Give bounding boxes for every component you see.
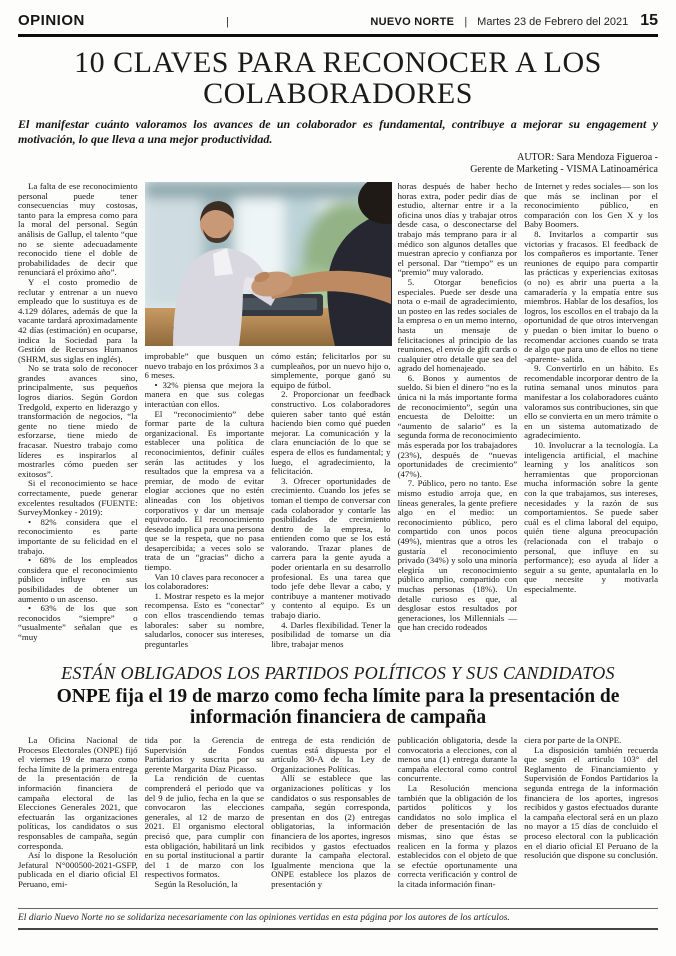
paragraph: 2. Proporcionar un feedback constructivo. Los colaboradores quieren saber tanto qué están haciendo bien como qué pueden mejorar. La comunicación y la clara enunciación de lo que se espera de ellos es fundamental; y luego, el agradecimiento, la felicitación.: [271, 389, 391, 477]
issue-date: Martes 23 de Febrero del 2021: [477, 16, 629, 28]
article1-body: [18, 182, 658, 656]
article1-author: [18, 152, 658, 176]
section-title: OPINION: [18, 12, 85, 29]
paragraph: La Oficina Nacional de Procesos Electorales (ONPE) fijó el viernes 19 de marzo como fecha límite de la primera entrega de la presentación de la información financiera de campaña electoral de las Elecciones Generales 2021, que efectuarán las organizaciones políticas, los candidatos o sus responsables de campaña, según corresponda.: [18, 736, 138, 851]
article1-title: 10 CLAVES PARA RECONOCER A LOS COLABORADORES: [74, 46, 602, 110]
article2-column-1: [18, 736, 138, 900]
paragraph: 3. Ofrecer oportunidades de crecimiento. Cuando los jefes se toman el tiempo de conversar con cada colaborador y contarle las posibilidades de crecimiento dentro de la empresa, lo entienden como que se los está valorando. Trazar planes de carrera para la gente ayuda a poder orientarla en su desarrollo profesional. Es una tarea que todo jefe debe llevar a cabo, y contribuye a mantener motivado y contento al equipo. Es un trabajo diario.: [271, 475, 391, 621]
article2-body: [18, 736, 658, 900]
paragraph: 7. Público, pero no tanto. Ese mismo estudio arroja que, en líneas generales, la gente prefiere algo en el medio: un reconocimiento público, pero compartido con unos pocos (49%), mientras que a otros les gustaría el reconocimiento privado (34%) y solo una minoría elegiría un reconocimiento público amplio, compartido con muchas personas (18%). Un detalle curioso es que, al desglosar estos resultados por generaciones, los Millennials —que han crecido rodeados: [397, 478, 518, 633]
paragraph: • 32% piensa que mejora la manera en que sus colegas interactúan con ellos.: [144, 379, 265, 409]
disclaimer-text: El diario Nuevo Norte no se solidariza necesariamente con las opiniones vertidas en esta página por los autores de los artículos.: [18, 913, 510, 923]
paragraph: 4. Darles flexibilidad. Tener la posibilidad de tomarse un día libre, trabajar menos: [271, 619, 391, 649]
paragraph: 8. Invitarlos a compartir sus victorias y fracasos. El feedback de los compañeros es importante. Tener reuniones de equipo para compartir las prácticas y experiencias exitosas (o no) es abrir una puerta a la camaradería y la empatía entre sus miembros. Hablar de los desafíos, los logros, los escollos en el trabajo da la oportunidad de que otros intervengan y puedan o bien imitar lo bueno o recomendar acciones cuando se trata de algo que para uno de ellos no tiene -aparente- salida.: [524, 228, 658, 364]
masthead-separator: |: [226, 16, 230, 28]
handshake-office-photo: [145, 182, 392, 346]
article1-lede: El manifestar cuánto valoramos los avances de un colaborador es fundamental, contribuye a mejorar su engagement y motivación, lo que lleva a una mejor productividad.: [18, 117, 658, 146]
paragraph: 5. Otorgar beneficios especiales. Puede ser desde una nota o e-mail de agradecimiento, un posteo en las redes sociales de la empresa o en un memo interno, hasta un mensaje de felicitaciones al principio de las reuniones, el envío de gift cards o cualquier otro detalle que sea del agrado del homenajeado.: [397, 276, 518, 374]
paragraph: ciera por parte de la ONPE.: [524, 736, 622, 745]
paragraph: Según la Resolución, la: [154, 878, 238, 889]
paragraph: La falta de ese reconocimiento personal puede tener consecuencias muy costosas, tanto para la empresa como para la moral del personal. Según análisis de Gallup, el talento “que no se siente adecuadamente reconocido tiene el doble de probabilidades de decir que renunciará el próximo año”.: [18, 182, 138, 278]
author-name-line: AUTOR: Sara Mendoza Figueroa -: [517, 152, 658, 163]
article-onpe: [18, 663, 658, 900]
paragraph: cómo están; felicitarlos por su cumpleaños, por un nuevo hijo o, simplemente, porque ganó su equipo de fútbol.: [271, 351, 391, 390]
paper-name: NUEVO NORTE: [370, 16, 455, 28]
paragraph: tida por la Gerencia de Supervisión de Fondos Partidarios y suscrita por su gerente Margarita Díaz Picasso.: [144, 736, 265, 774]
article1-column-5: [524, 182, 658, 656]
paragraph: Si el reconocimiento se hace correctamente, puede generar excelentes resultados (FUENTE: SurveyMonkey - 2019):: [18, 478, 138, 518]
article2-column-4: [398, 736, 518, 900]
paragraph: 1. Mostrar respeto es la mejor recompensa. Esto es “conectar” con ellos trascendiendo temas laborales: saber su nombre, saludarlos, conocer sus intereses, preguntarles: [144, 590, 265, 649]
paragraph: • 68% de los empleados considera que el reconocimiento público influye en sus posibilidades de obtener un aumento o un ascenso.: [18, 555, 138, 604]
article1-column-4: [398, 182, 518, 656]
paragraph: horas después de haber hecho horas extra, poder pedir días de estudio, alternar entre ir a la oficina unos días y trabajar otros desde casa, o desconectarse del trabajo más temprano para ir al médico son algunos detalles que muestran aprecio y confianza por el personal. Dar “tiempo” es un “premio” muy valorado.: [397, 182, 518, 278]
handshake-photo-illustration: [145, 182, 392, 346]
paragraph: 9. Convertirlo en un hábito. Es recomendable incorporar dentro de la rutina semanal unos minutos para manifestar a los colaboradores cuánto valoramos sus contribuciones, sin que ello se convierta en un mero trámite o en un sistema automatizado de agradecimiento.: [524, 363, 658, 441]
paragraph: Van 10 claves para reconocer a los colaboradores:: [144, 571, 265, 592]
paragraph: El “reconocimiento” debe formar parte de la cultura organizacional. Es importante establecer una política de reconocimientos, definir cuáles serán las actitudes y los resultados que la empresa va a premiar, de modo de evitar elogiar acciones que no estén alineadas con los objetivos corporativos y dar un mensaje equivocado. El reconocimiento deseado implica para una persona que se la respeta, que no pasa desapercibida; a veces solo se trata de un “gracias” dicho a tiempo.: [144, 408, 265, 573]
paragraph: 10. Involucrar a la tecnología. La inteligencia artificial, el machine learning y los analíticos son herramientas que proporcionan mucha información sobre la gente con la que trabajamos, sus intereses, necesidades y la razón de sus comportamientos. Se puede saber cuál es el clima laboral del equipo, quién tiene alguna preocupación (relacionada con el trabajo o personal, que influye en su performance); eso ayuda al líder a seguir a su gente, apuntalarla en lo que necesite y motivarla especialmente.: [524, 440, 658, 594]
article2-kicker: ESTÁN OBLIGADOS LOS PARTIDOS POLÍTICOS Y SUS CANDIDATOS: [61, 663, 615, 683]
paragraph: Y el costo promedio de reclutar y entrenar a un nuevo empleado que lo sustituya es de 4.129 dólares, además de que la vacante tardará aproximadamente 42 días (estimación) en ocuparse, indica la Sociedad para la Gestión de Recursos Humanos (SHRM, sus siglas en inglés).: [18, 276, 138, 364]
article2-column-2: [145, 736, 265, 900]
article1-column-1: [18, 182, 138, 656]
paragraph: • 63% de los que son reconocidos “siempre” o “usualmente” señalan que es “muy: [18, 603, 138, 642]
page-number: 15: [640, 12, 659, 29]
masthead: [18, 0, 658, 37]
masthead-separator: |: [464, 16, 468, 28]
paragraph: La Resolución menciona también que la obligación de los partidos políticos y los candidatos no solo implica el deber de presentación de las mismas, sino que éstas se realicen en la forma y plazos establecidos con el objeto de que se efectúe oportunamente una correcta verificación y control de la citada información finan-: [397, 782, 518, 889]
paragraph: improbable” que busquen un nuevo trabajo en los próximos 3 a 6 meses.: [144, 351, 265, 381]
paragraph: 6. Bonos y aumentos de sueldo. Si bien el dinero “no es la única ni la más importante forma de reconocimiento”, según una encuesta de Deloitte: un “aumento de salario” es la segunda forma de reconocimiento más esperada por los trabajadores (23%), después de “nuevas oportunidades de crecimiento” (47%).: [397, 372, 518, 479]
paragraph: de Internet y redes sociales— son los que más se inclinan por el reconocimiento público, en comparación con los Gen X y los Baby Boomers.: [524, 182, 658, 230]
author-role-line: Gerente de Marketing - VISMA Latinoamérica: [470, 164, 658, 175]
article-reconocimiento: [18, 47, 658, 656]
page-footer: [18, 908, 658, 930]
paragraph: entrega de esta rendición de cuentas está dispuesta por el artículo 30-A de la Ley de Organizaciones Políticas.: [271, 736, 391, 774]
article2-column-5: [524, 736, 658, 900]
article2-headline: ONPE fija el 19 de marzo como fecha límite para la presentación de información financiera de campaña: [56, 686, 620, 728]
paragraph: publicación obligatoria, desde la convocatoria a elecciones, con al menos una (1) entrega durante la campaña electoral como control concurrente.: [397, 736, 518, 784]
article2-column-3: [271, 736, 391, 900]
paragraph: • 82% considera que el reconocimiento es parte importante de su felicidad en el trabajo.: [18, 516, 138, 556]
paragraph: La disposición también recuerda que según el artículo 103° del Reglamento de Financiamiento y Supervisión de Fondos Partidarios la segunda entrega de la información financiera de los aportes, ingresos recibidos y gastos efectuados durante la campaña electoral será en un plazo no mayor a 15 días de concluido el proceso electoral con la publicación en el diario oficial El Peruano de la resolución que dispone su conclusión.: [524, 744, 658, 861]
paragraph: Así lo dispone la Resolución Jefatural N°000500-2021-GSFP, publicada en el diario oficial El Peruano, emi-: [18, 850, 138, 889]
paragraph: Allí se establece que las organizaciones políticas y los candidatos o sus responsables de campaña, según corresponda, presentan en dos (2) entregas obligatorias, la información financiera de los aportes, ingresos recibidos y gastos efectuados durante la campaña electoral. Igualmente menciona que la ONPE establece los plazos de presentación y: [271, 773, 391, 889]
paragraph: La rendición de cuentas comprenderá el periodo que va del 9 de julio, fecha en la que se convocaron las elecciones generales, al 12 de marzo de 2021. El organismo electoral precisó que, para cumplir con esta obligación, habilitará un link en su portal institucional a partir del 1 de marzo con los respectivos formatos.: [144, 773, 265, 880]
paragraph: No se trata solo de reconocer grandes avances sino, principalmente, sus pequeños logros diarios. Según Gordon Tredgold, experto en liderazgo y transformación de negocios, “la gente no tiene miedo de esforzarse, tiene miedo de fracasar. Nuestro trabajo como líderes es inspirarlos al mostrarles cómo pueden ser exitosos”.: [18, 363, 138, 479]
